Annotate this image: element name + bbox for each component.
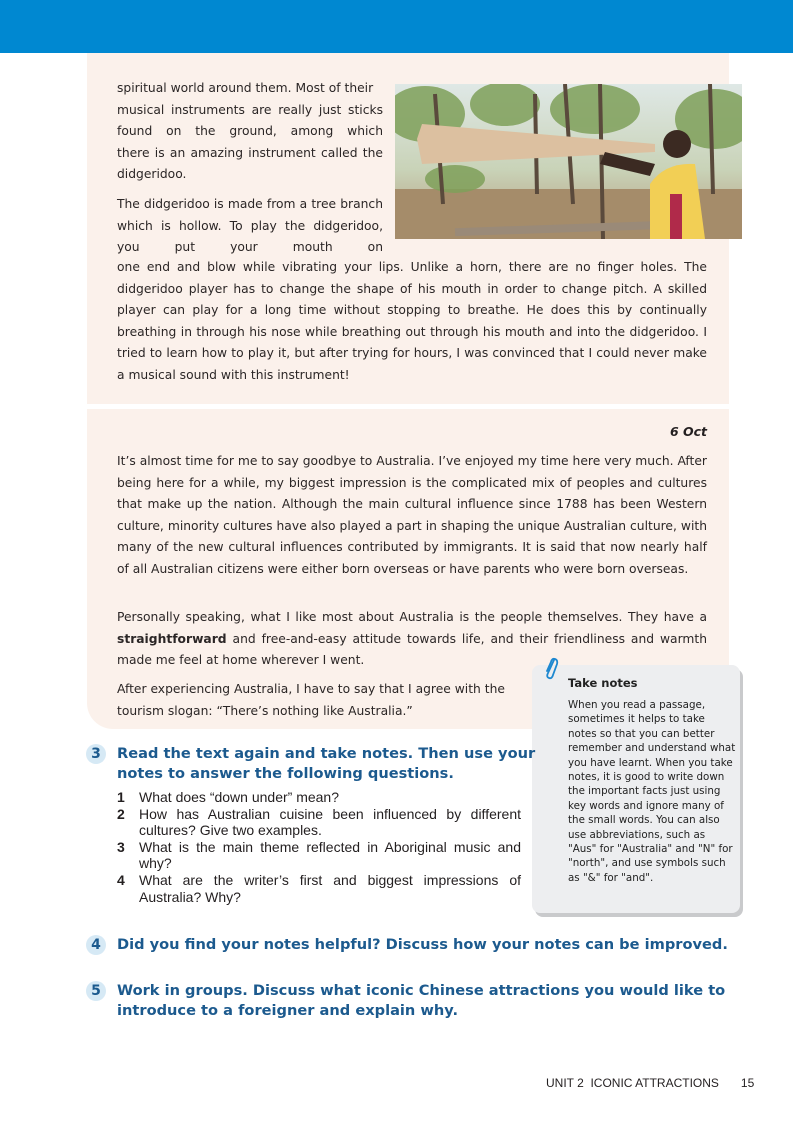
paragraph-goodbye: It’s almost time for me to say goodbye to Australia. I’ve enjoyed my time here very much. After being here for a while, my biggest impression is the complicated mix of peoples and cultures that make up the nation. Although the main cultural influence since 1788 has been Western culture, minority cultures have also played a part in shaping the unique Australian culture, with many of the new cultural influences contributed by immigrants. It is said that now nearly half of all Australian citizens were either born overseas or have parents who were born overseas. [117,454,707,576]
task-instruction: Work in groups. Discuss what iconic Chinese attractions you would like to [117,982,726,999]
diary-date: 6 Oct [669,424,707,439]
task-number-badge: 5 [86,981,106,1001]
question-item [117,839,521,872]
didgeridoo-photo [395,84,742,239]
take-notes-body: When you read a passage, sometimes it helps to take notes so that you can better remember and understand what you have learnt. When you take notes, it is good to write down the important facts just using key words and ignore many of the small words. You can also use abbreviations, such as "Aus" for "Australia" and "N" for "north", and use symbols such as "&" for "and". [568,699,736,884]
wrap-line: musical instruments are really just sticks [117,102,383,117]
paragraph-didgeridoo: one end and blow while vibrating your lips. Unlike a horn, there are no finger holes. The didgeridoo player has to change the shape of his mouth in order to change pitch. A skilled player can play for a long time without stopping to breathe. He does this by continually breathing in through his nose while breathing out through his mouth and into the didgeridoo. I tried to learn how to play it, but after trying for hours, I was convinced that I could never make a musical sound with this instrument! [117,260,707,382]
page-number: 15 [740,1076,755,1090]
vocab-word: straightforward [117,631,227,646]
question-number: 1 [117,789,125,805]
wrap-line: didgeridoo. [117,167,187,182]
wrap-line: spiritual world around them. Most of their [117,81,374,95]
task-instruction: introduce to a foreigner and explain why. [117,1002,458,1019]
para-text: After experiencing Australia, I have to say that I agree with the [117,682,505,696]
task-instruction: Read the text again and take notes. Then use your [117,745,536,762]
photo-illustration [395,84,742,239]
task-instruction: notes to answer the following questions. [117,765,454,782]
unit-title: UNIT 2 ICONIC ATTRACTIONS [546,1076,719,1090]
take-notes-title: Take notes [568,676,638,690]
header-bar [0,0,793,53]
wrap-line: there is an amazing instrument called the [117,145,383,160]
question-text: What is the main theme reflected in Aboriginal music and why? [139,838,521,872]
page-footer [546,1076,754,1090]
question-number: 4 [117,871,125,888]
wrap-line: found on the ground, among which [117,124,383,139]
question-item [117,789,521,806]
para-text: tourism slogan: “There’s nothing like Australia.” [117,703,413,718]
paragraph-slogan [117,679,537,722]
task-number-badge: 3 [86,744,106,764]
take-notes-box [532,665,740,913]
question-text: What does “down under” mean? [139,789,339,805]
task-instruction: Did you find your notes helpful? Discuss how your notes can be improved. [117,936,728,953]
question-item [117,872,521,905]
question-number: 2 [117,805,125,822]
question-item [117,806,521,839]
question-text: What are the writer’s first and biggest impressions of Australia? Why? [139,871,521,905]
paperclip-icon [543,656,559,680]
question-text: How has Australian cuisine been influenced by different cultures? Give two examples. [139,805,521,839]
para-text: and free-and-easy attitude towards life, and their friendliness and warmth made me feel at home wherever I went. [117,631,707,668]
question-number: 3 [117,838,125,855]
paragraph-didgeridoo-intro: The didgeridoo is made from a tree branch which is hollow. To play the didgeridoo, you put your mouth on [117,196,383,255]
question-list [117,789,521,905]
diary-wrap-text [117,78,383,259]
paragraph-people [117,607,707,672]
task-number-badge: 4 [86,935,106,955]
para-text: Personally speaking, what I like most about Australia is the people themselves. They have a [117,610,707,624]
